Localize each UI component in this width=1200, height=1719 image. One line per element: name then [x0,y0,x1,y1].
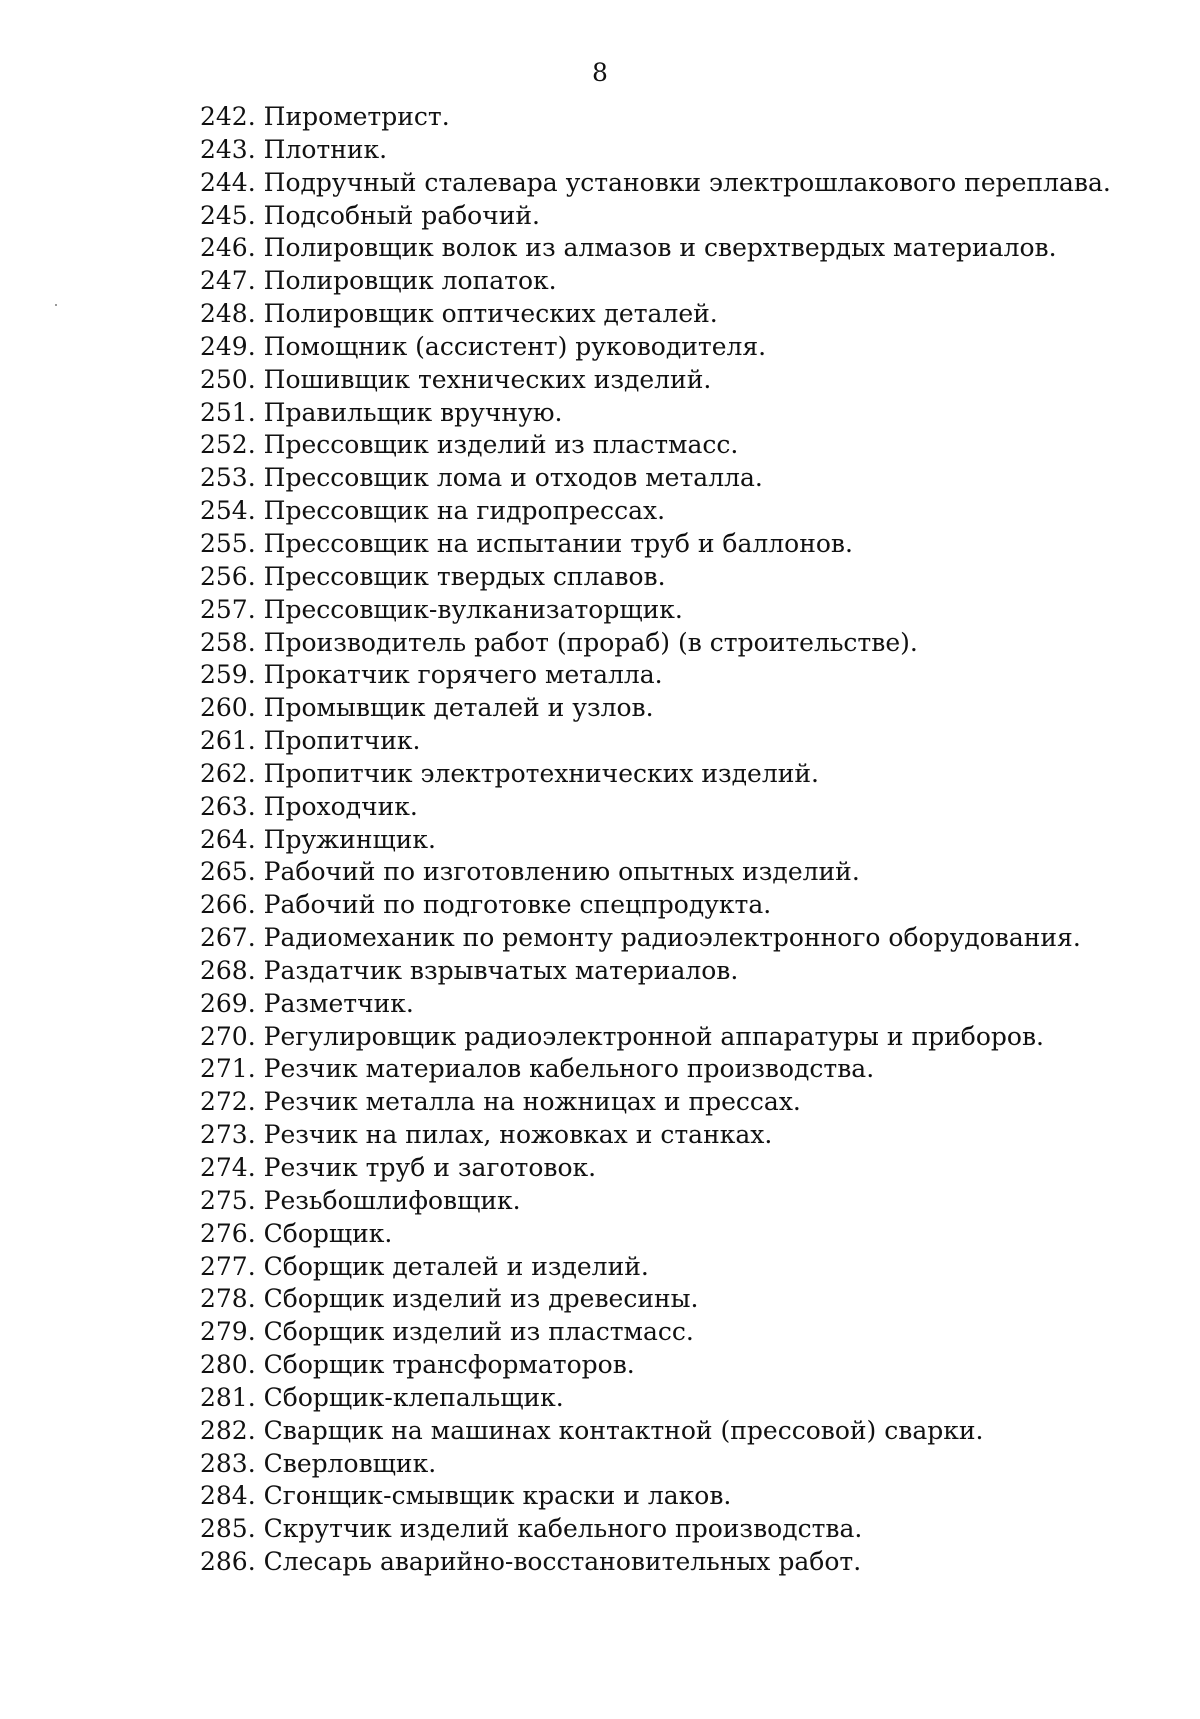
item-number: 259. [200,660,256,690]
list-item [200,1415,1111,1448]
list-item [200,265,1111,298]
list-item [200,1448,1111,1481]
list-item [200,1021,1111,1054]
item-text: Резчик материалов кабельного производства. [263,1054,875,1084]
item-text: Разметчик. [263,988,414,1018]
list-item [200,988,1111,1021]
item-text: Прессовщик твердых сплавов. [263,561,666,591]
item-text: Сварщик на машинах контактной (прессовой) сварки. [263,1415,984,1445]
item-text: Сверловщик. [263,1448,437,1478]
list-item [200,955,1111,988]
item-number: 271. [200,1054,256,1084]
item-number: 264. [200,824,256,854]
item-text: Пошивщик технических изделий. [263,364,712,394]
item-text: Сгонщик-смывщик краски и лаков. [263,1481,732,1511]
list-item [200,1086,1111,1119]
item-text: Сборщик. [263,1218,393,1248]
item-number: 273. [200,1120,256,1150]
item-number: 276. [200,1218,256,1248]
occupation-list [200,101,1111,1579]
item-text: Резьбошлифовщик. [263,1185,521,1215]
item-text: Скрутчик изделий кабельного производства. [263,1514,863,1544]
item-text: Полировщик оптических деталей. [263,299,718,329]
list-item [200,692,1111,725]
item-text: Рабочий по изготовлению опытных изделий. [263,857,860,887]
list-item [200,232,1111,265]
item-text: Прессовщик изделий из пластмасс. [263,430,739,460]
item-number: 268. [200,955,256,985]
item-number: 286. [200,1547,256,1577]
item-number: 274. [200,1153,256,1182]
list-item [200,331,1111,364]
list-item [200,1480,1111,1513]
item-number: 243. [200,134,256,164]
item-number: 246. [200,233,256,263]
item-text: Подручный сталевара установки электрошлакового переплава. [263,167,1111,197]
item-text: Прессовщик-вулканизаторщик. [263,594,683,624]
item-number: 254. [200,496,256,526]
item-number: 255. [200,528,256,558]
list-item [200,1283,1111,1316]
item-number: 258. [200,627,256,657]
list-item [200,429,1111,462]
list-item [200,528,1111,561]
list-item [200,791,1111,824]
item-number: 253. [200,463,256,493]
item-text: Сборщик деталей и изделий. [263,1251,649,1281]
item-text: Регулировщик радиоэлектронной аппаратуры и приборов. [263,1021,1044,1051]
list-item [200,1152,1111,1185]
page-number: 8 [592,58,608,87]
list-item [200,922,1111,955]
item-text: Слесарь аварийно-восстановительных работ. [263,1547,862,1577]
item-text: Сборщик изделий из пластмасс. [263,1317,694,1347]
item-text: Пружинщик. [263,824,436,854]
list-item [200,1218,1111,1251]
item-number: 244. [200,167,256,197]
item-number: 262. [200,758,256,788]
list-item [200,1316,1111,1349]
item-text: Проходчик. [263,791,418,821]
item-number: 247. [200,266,256,296]
list-item [200,200,1111,233]
list-item [200,134,1111,167]
item-number: 284. [200,1481,256,1511]
item-text: Сборщик изделий из древесины. [263,1284,699,1314]
item-number: 269. [200,988,256,1018]
list-item [200,101,1111,134]
item-number: 260. [200,693,256,723]
item-number: 249. [200,331,256,361]
item-text: Подсобный рабочий. [263,200,541,230]
list-item [200,1382,1111,1415]
list-item [200,594,1111,627]
list-item [200,627,1111,660]
item-number: 263. [200,791,256,821]
item-text: Резчик металла на ножницах и прессах. [263,1087,801,1117]
list-item [200,397,1111,430]
item-text: Пирометрист. [263,102,450,131]
item-number: 275. [200,1185,256,1215]
item-number: 250. [200,364,256,394]
item-number: 282. [200,1415,256,1445]
item-number: 252. [200,430,256,460]
item-text: Производитель работ (прораб) (в строительстве). [263,627,918,657]
list-item [200,1513,1111,1546]
item-number: 277. [200,1251,256,1281]
list-item [200,1185,1111,1218]
item-number: 285. [200,1514,256,1544]
item-number: 248. [200,299,256,329]
item-text: Плотник. [263,134,388,164]
list-item [200,659,1111,692]
item-text: Резчик на пилах, ножовках и станках. [263,1120,773,1150]
list-item [200,1251,1111,1284]
list-item [200,1546,1111,1579]
item-text: Рабочий по подготовке спецпродукта. [263,890,772,920]
item-text: Прокатчик горячего металла. [263,660,663,690]
item-number: 279. [200,1317,256,1347]
list-item [200,856,1111,889]
item-text: Прессовщик на испытании труб и баллонов. [263,528,853,558]
list-item [200,758,1111,791]
item-text: Сборщик трансформаторов. [263,1350,635,1380]
list-item [200,167,1111,200]
item-text: Радиомеханик по ремонту радиоэлектронного оборудования. [263,923,1081,953]
item-number: 266. [200,890,256,920]
item-text: Сборщик-клепальщик. [263,1382,564,1412]
scan-speck [55,304,57,306]
item-number: 283. [200,1448,256,1478]
item-number: 265. [200,857,256,887]
item-text: Прессовщик на гидропрессах. [263,496,666,526]
item-text: Полировщик лопаток. [263,266,557,296]
list-item [200,561,1111,594]
item-text: Раздатчик взрывчатых материалов. [263,955,739,985]
item-number: 278. [200,1284,256,1314]
list-item [200,824,1111,857]
item-text: Пропитчик электротехнических изделий. [263,758,819,788]
list-item [200,1053,1111,1086]
item-text: Пропитчик. [263,726,421,756]
item-number: 245. [200,200,256,230]
item-number: 242. [200,102,256,131]
item-number: 256. [200,561,256,591]
item-number: 272. [200,1087,256,1117]
list-item [200,298,1111,331]
item-text: Резчик труб и заготовок. [263,1153,597,1182]
item-text: Прессовщик лома и отходов металла. [263,463,763,493]
list-item [200,725,1111,758]
list-item [200,1349,1111,1382]
item-number: 280. [200,1350,256,1380]
list-item [200,495,1111,528]
list-item [200,889,1111,922]
list-item [200,462,1111,495]
list-item [200,1119,1111,1152]
item-text: Промывщик деталей и узлов. [263,693,654,723]
item-number: 267. [200,923,256,953]
item-number: 270. [200,1021,256,1051]
item-text: Полировщик волок из алмазов и сверхтвердых материалов. [263,233,1057,263]
item-text: Помощник (ассистент) руководителя. [263,331,767,361]
item-number: 251. [200,397,256,427]
list-item [200,364,1111,397]
item-number: 281. [200,1382,256,1412]
item-number: 257. [200,594,256,624]
item-text: Правильщик вручную. [263,397,563,427]
item-number: 261. [200,726,256,756]
